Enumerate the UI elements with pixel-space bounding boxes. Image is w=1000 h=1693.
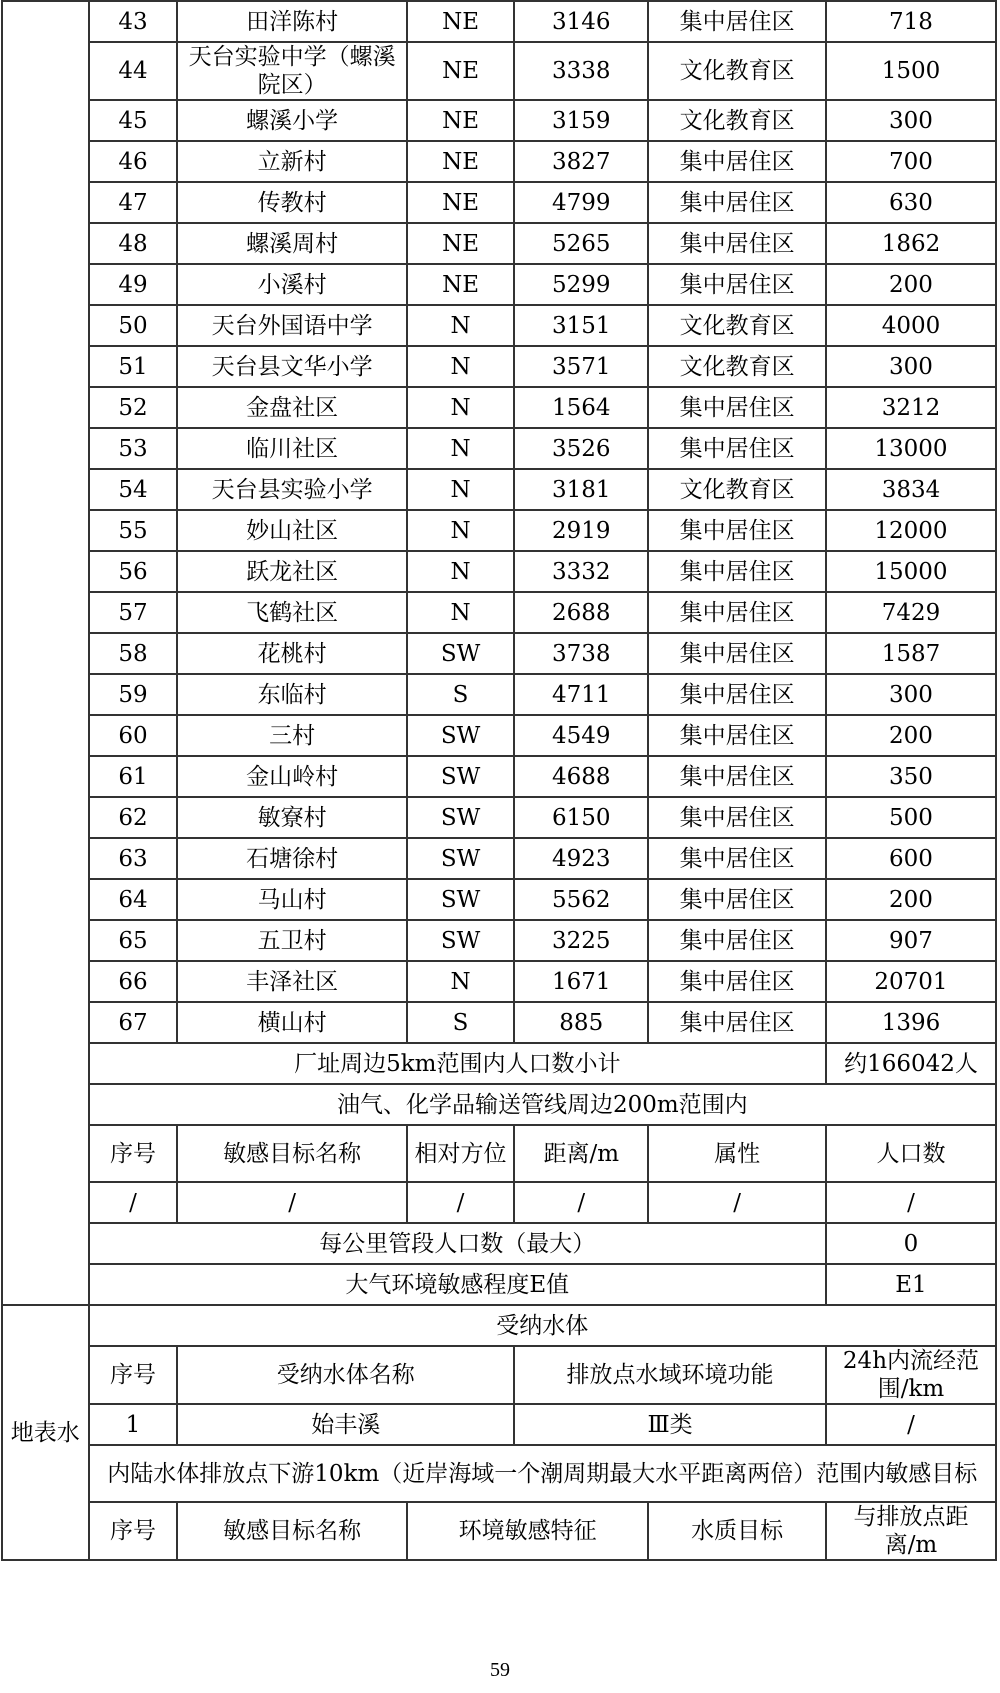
cell-pop: 700 [826,141,996,182]
cell-attr: 集中居住区 [648,879,826,920]
table-row [2,920,996,961]
per-km-value: 0 [826,1223,996,1264]
rw-function: Ⅲ类 [514,1404,826,1445]
rw-header-no: 序号 [89,1346,178,1404]
cell-dist: 5562 [514,879,648,920]
cell-no: 53 [89,428,178,469]
cell-dir: NE [407,1,514,42]
cell-dist: 3151 [514,305,648,346]
cell-dir: N [407,510,514,551]
cell-attr: 集中居住区 [648,715,826,756]
cell-dist: 2688 [514,592,648,633]
cell-pop: 200 [826,715,996,756]
cell-dist: 3338 [514,42,648,100]
cell-attr: 集中居住区 [648,633,826,674]
receiving-title: 受纳水体 [89,1305,996,1346]
cell-pop: 1587 [826,633,996,674]
table-row [2,100,996,141]
cell-pop: 300 [826,100,996,141]
table-row [2,879,996,920]
cell-pop: 1500 [826,42,996,100]
cell-name: 螺溪周村 [177,223,407,264]
cell-no: 54 [89,469,178,510]
cell-dir: SW [407,633,514,674]
rw-range: / [826,1404,996,1445]
header-dist: 距离/m [514,1125,648,1182]
cell-dist: 3146 [514,1,648,42]
cell-name: 天台县实验小学 [177,469,407,510]
cell-name: 丰泽社区 [177,961,407,1002]
cell-name: 跃龙社区 [177,551,407,592]
cell-dir: N [407,592,514,633]
cell-attr: 集中居住区 [648,223,826,264]
cell-name: 传教村 [177,182,407,223]
cell-pop: 7429 [826,592,996,633]
table-body [2,1,996,1560]
table-row [2,141,996,182]
downstream-header-row [2,1502,996,1560]
cell-no: 63 [89,838,178,879]
pipeline-empty-row [2,1182,996,1223]
rw-name: 始丰溪 [177,1404,514,1445]
cell-dist: 3526 [514,428,648,469]
cell-no: 50 [89,305,178,346]
cell-no: 45 [89,100,178,141]
table-row [2,469,996,510]
cell-pop: 300 [826,346,996,387]
cell-attr: 集中居住区 [648,387,826,428]
cell-name: 五卫村 [177,920,407,961]
cell-pop: 907 [826,920,996,961]
cell-pop: 3212 [826,387,996,428]
cell-no: 66 [89,961,178,1002]
table-row [2,674,996,715]
table-row [2,797,996,838]
table-row [2,838,996,879]
cell-name: 横山村 [177,1002,407,1043]
downstream-title: 内陆水体排放点下游10km（近岸海域一个潮周期最大水平距离两倍）范围内敏感目标 [89,1445,996,1502]
cell-dist: 3571 [514,346,648,387]
cell-dist: 4923 [514,838,648,879]
cell-dir: N [407,346,514,387]
cell-dist: 4688 [514,756,648,797]
empty-cell: / [514,1182,648,1223]
cell-dist: 4799 [514,182,648,223]
table-row [2,961,996,1002]
cell-pop: 15000 [826,551,996,592]
empty-cell: / [407,1182,514,1223]
cell-attr: 集中居住区 [648,797,826,838]
subtotal-label: 厂址周边5km范围内人口数小计 [89,1043,826,1084]
rw-no: 1 [89,1404,178,1445]
cell-dir: NE [407,264,514,305]
header-attr: 属性 [648,1125,826,1182]
cell-name: 石塘徐村 [177,838,407,879]
cell-pop: 12000 [826,510,996,551]
cell-name: 金盘社区 [177,387,407,428]
cell-name: 螺溪小学 [177,100,407,141]
cell-name: 东临村 [177,674,407,715]
cell-dir: NE [407,223,514,264]
empty-cell: / [648,1182,826,1223]
cell-no: 56 [89,551,178,592]
table-row [2,1002,996,1043]
cell-no: 48 [89,223,178,264]
cell-no: 57 [89,592,178,633]
surface-water-label: 地表水 [2,1305,89,1560]
cell-dir: SW [407,838,514,879]
page-number: 59 [490,1659,510,1681]
cell-attr: 文化教育区 [648,305,826,346]
cell-dist: 1564 [514,387,648,428]
cell-dir: NE [407,100,514,141]
cell-name: 立新村 [177,141,407,182]
per-km-label: 每公里管段人口数（最大） [89,1223,826,1264]
cell-dir: N [407,387,514,428]
cell-no: 64 [89,879,178,920]
table-row [2,182,996,223]
cell-attr: 集中居住区 [648,141,826,182]
table-row [2,551,996,592]
ds-header-feature: 环境敏感特征 [407,1502,648,1560]
cell-pop: 20701 [826,961,996,1002]
ds-header-target: 水质目标 [648,1502,826,1560]
cell-dir: NE [407,182,514,223]
cell-pop: 350 [826,756,996,797]
cell-no: 46 [89,141,178,182]
cell-dir: N [407,469,514,510]
table-row [2,387,996,428]
empty-cell: / [826,1182,996,1223]
cell-no: 49 [89,264,178,305]
cell-name: 三村 [177,715,407,756]
ds-header-dist: 与排放点距离/m [826,1502,996,1560]
cell-pop: 1396 [826,1002,996,1043]
cell-name: 马山村 [177,879,407,920]
cell-attr: 集中居住区 [648,592,826,633]
ds-header-name: 敏感目标名称 [177,1502,407,1560]
table-row [2,633,996,674]
cell-dist: 1671 [514,961,648,1002]
cell-dir: S [407,1002,514,1043]
table-row [2,305,996,346]
table-row [2,264,996,305]
cell-name: 妙山社区 [177,510,407,551]
cell-dist: 6150 [514,797,648,838]
cell-no: 51 [89,346,178,387]
cell-pop: 600 [826,838,996,879]
e-value-label: 大气环境敏感程度E值 [89,1264,826,1305]
cell-attr: 集中居住区 [648,182,826,223]
cell-pop: 3834 [826,469,996,510]
subtotal-value: 约166042人 [826,1043,996,1084]
cell-dir: SW [407,879,514,920]
cell-name: 小溪村 [177,264,407,305]
cell-attr: 集中居住区 [648,756,826,797]
header-no: 序号 [89,1125,178,1182]
empty-cell: / [177,1182,407,1223]
cell-name: 飞鹤社区 [177,592,407,633]
section-label-cell [2,1,89,1305]
cell-name: 花桃村 [177,633,407,674]
cell-attr: 集中居住区 [648,264,826,305]
cell-pop: 13000 [826,428,996,469]
header-name: 敏感目标名称 [177,1125,407,1182]
cell-attr: 集中居住区 [648,510,826,551]
receiving-row [2,1404,996,1445]
cell-pop: 300 [826,674,996,715]
table-row [2,223,996,264]
cell-name: 田洋陈村 [177,1,407,42]
cell-name: 天台县文华小学 [177,346,407,387]
cell-no: 60 [89,715,178,756]
cell-attr: 集中居住区 [648,674,826,715]
rw-header-name: 受纳水体名称 [177,1346,514,1404]
cell-dist: 3738 [514,633,648,674]
cell-pop: 200 [826,264,996,305]
cell-attr: 集中居住区 [648,961,826,1002]
cell-name: 临川社区 [177,428,407,469]
pipeline-title: 油气、化学品输送管线周边200m范围内 [89,1084,996,1125]
cell-attr: 文化教育区 [648,346,826,387]
cell-no: 61 [89,756,178,797]
cell-dist: 2919 [514,510,648,551]
cell-name: 敏寮村 [177,797,407,838]
cell-name: 天台实验中学（螺溪院区） [177,42,407,100]
cell-dir: NE [407,141,514,182]
cell-attr: 集中居住区 [648,920,826,961]
cell-no: 67 [89,1002,178,1043]
cell-no: 65 [89,920,178,961]
cell-dir: N [407,961,514,1002]
table-row [2,715,996,756]
cell-dist: 3332 [514,551,648,592]
per-km-row [2,1223,996,1264]
cell-pop: 718 [826,1,996,42]
sensitive-targets-table [1,0,997,1561]
cell-dir: SW [407,715,514,756]
header-pop: 人口数 [826,1125,996,1182]
receiving-title-row [2,1305,996,1346]
cell-dir: SW [407,756,514,797]
cell-dir: N [407,305,514,346]
cell-dir: N [407,551,514,592]
rw-header-range: 24h内流经范围/km [826,1346,996,1404]
table-row [2,42,996,100]
table-row [2,592,996,633]
table-row [2,756,996,797]
cell-name: 金山岭村 [177,756,407,797]
cell-dir: NE [407,42,514,100]
cell-attr: 文化教育区 [648,469,826,510]
cell-attr: 文化教育区 [648,100,826,141]
e-value-row [2,1264,996,1305]
cell-attr: 集中居住区 [648,1,826,42]
cell-dir: S [407,674,514,715]
cell-no: 52 [89,387,178,428]
cell-dist: 885 [514,1002,648,1043]
cell-dist: 4549 [514,715,648,756]
pipeline-header-row [2,1125,996,1182]
table-row [2,428,996,469]
receiving-header-row [2,1346,996,1404]
cell-pop: 4000 [826,305,996,346]
rw-header-function: 排放点水域环境功能 [514,1346,826,1404]
cell-attr: 集中居住区 [648,551,826,592]
cell-pop: 500 [826,797,996,838]
table-row [2,1,996,42]
header-dir: 相对方位 [407,1125,514,1182]
cell-attr: 集中居住区 [648,428,826,469]
cell-pop: 200 [826,879,996,920]
cell-no: 58 [89,633,178,674]
cell-no: 59 [89,674,178,715]
cell-dir: N [407,428,514,469]
pipeline-title-row [2,1084,996,1125]
downstream-title-row [2,1445,996,1502]
cell-dist: 3181 [514,469,648,510]
e-value-value: E1 [826,1264,996,1305]
ds-header-no: 序号 [89,1502,178,1560]
cell-pop: 630 [826,182,996,223]
cell-dir: SW [407,920,514,961]
cell-no: 62 [89,797,178,838]
table-row [2,346,996,387]
cell-attr: 集中居住区 [648,838,826,879]
cell-dist: 5265 [514,223,648,264]
cell-name: 天台外国语中学 [177,305,407,346]
cell-dir: SW [407,797,514,838]
cell-no: 47 [89,182,178,223]
cell-attr: 文化教育区 [648,42,826,100]
cell-dist: 5299 [514,264,648,305]
cell-pop: 1862 [826,223,996,264]
table-row [2,510,996,551]
cell-dist: 3225 [514,920,648,961]
cell-no: 43 [89,1,178,42]
cell-no: 44 [89,42,178,100]
cell-dist: 3159 [514,100,648,141]
empty-cell: / [89,1182,178,1223]
subtotal-row [2,1043,996,1084]
cell-attr: 集中居住区 [648,1002,826,1043]
cell-dist: 4711 [514,674,648,715]
cell-no: 55 [89,510,178,551]
cell-dist: 3827 [514,141,648,182]
